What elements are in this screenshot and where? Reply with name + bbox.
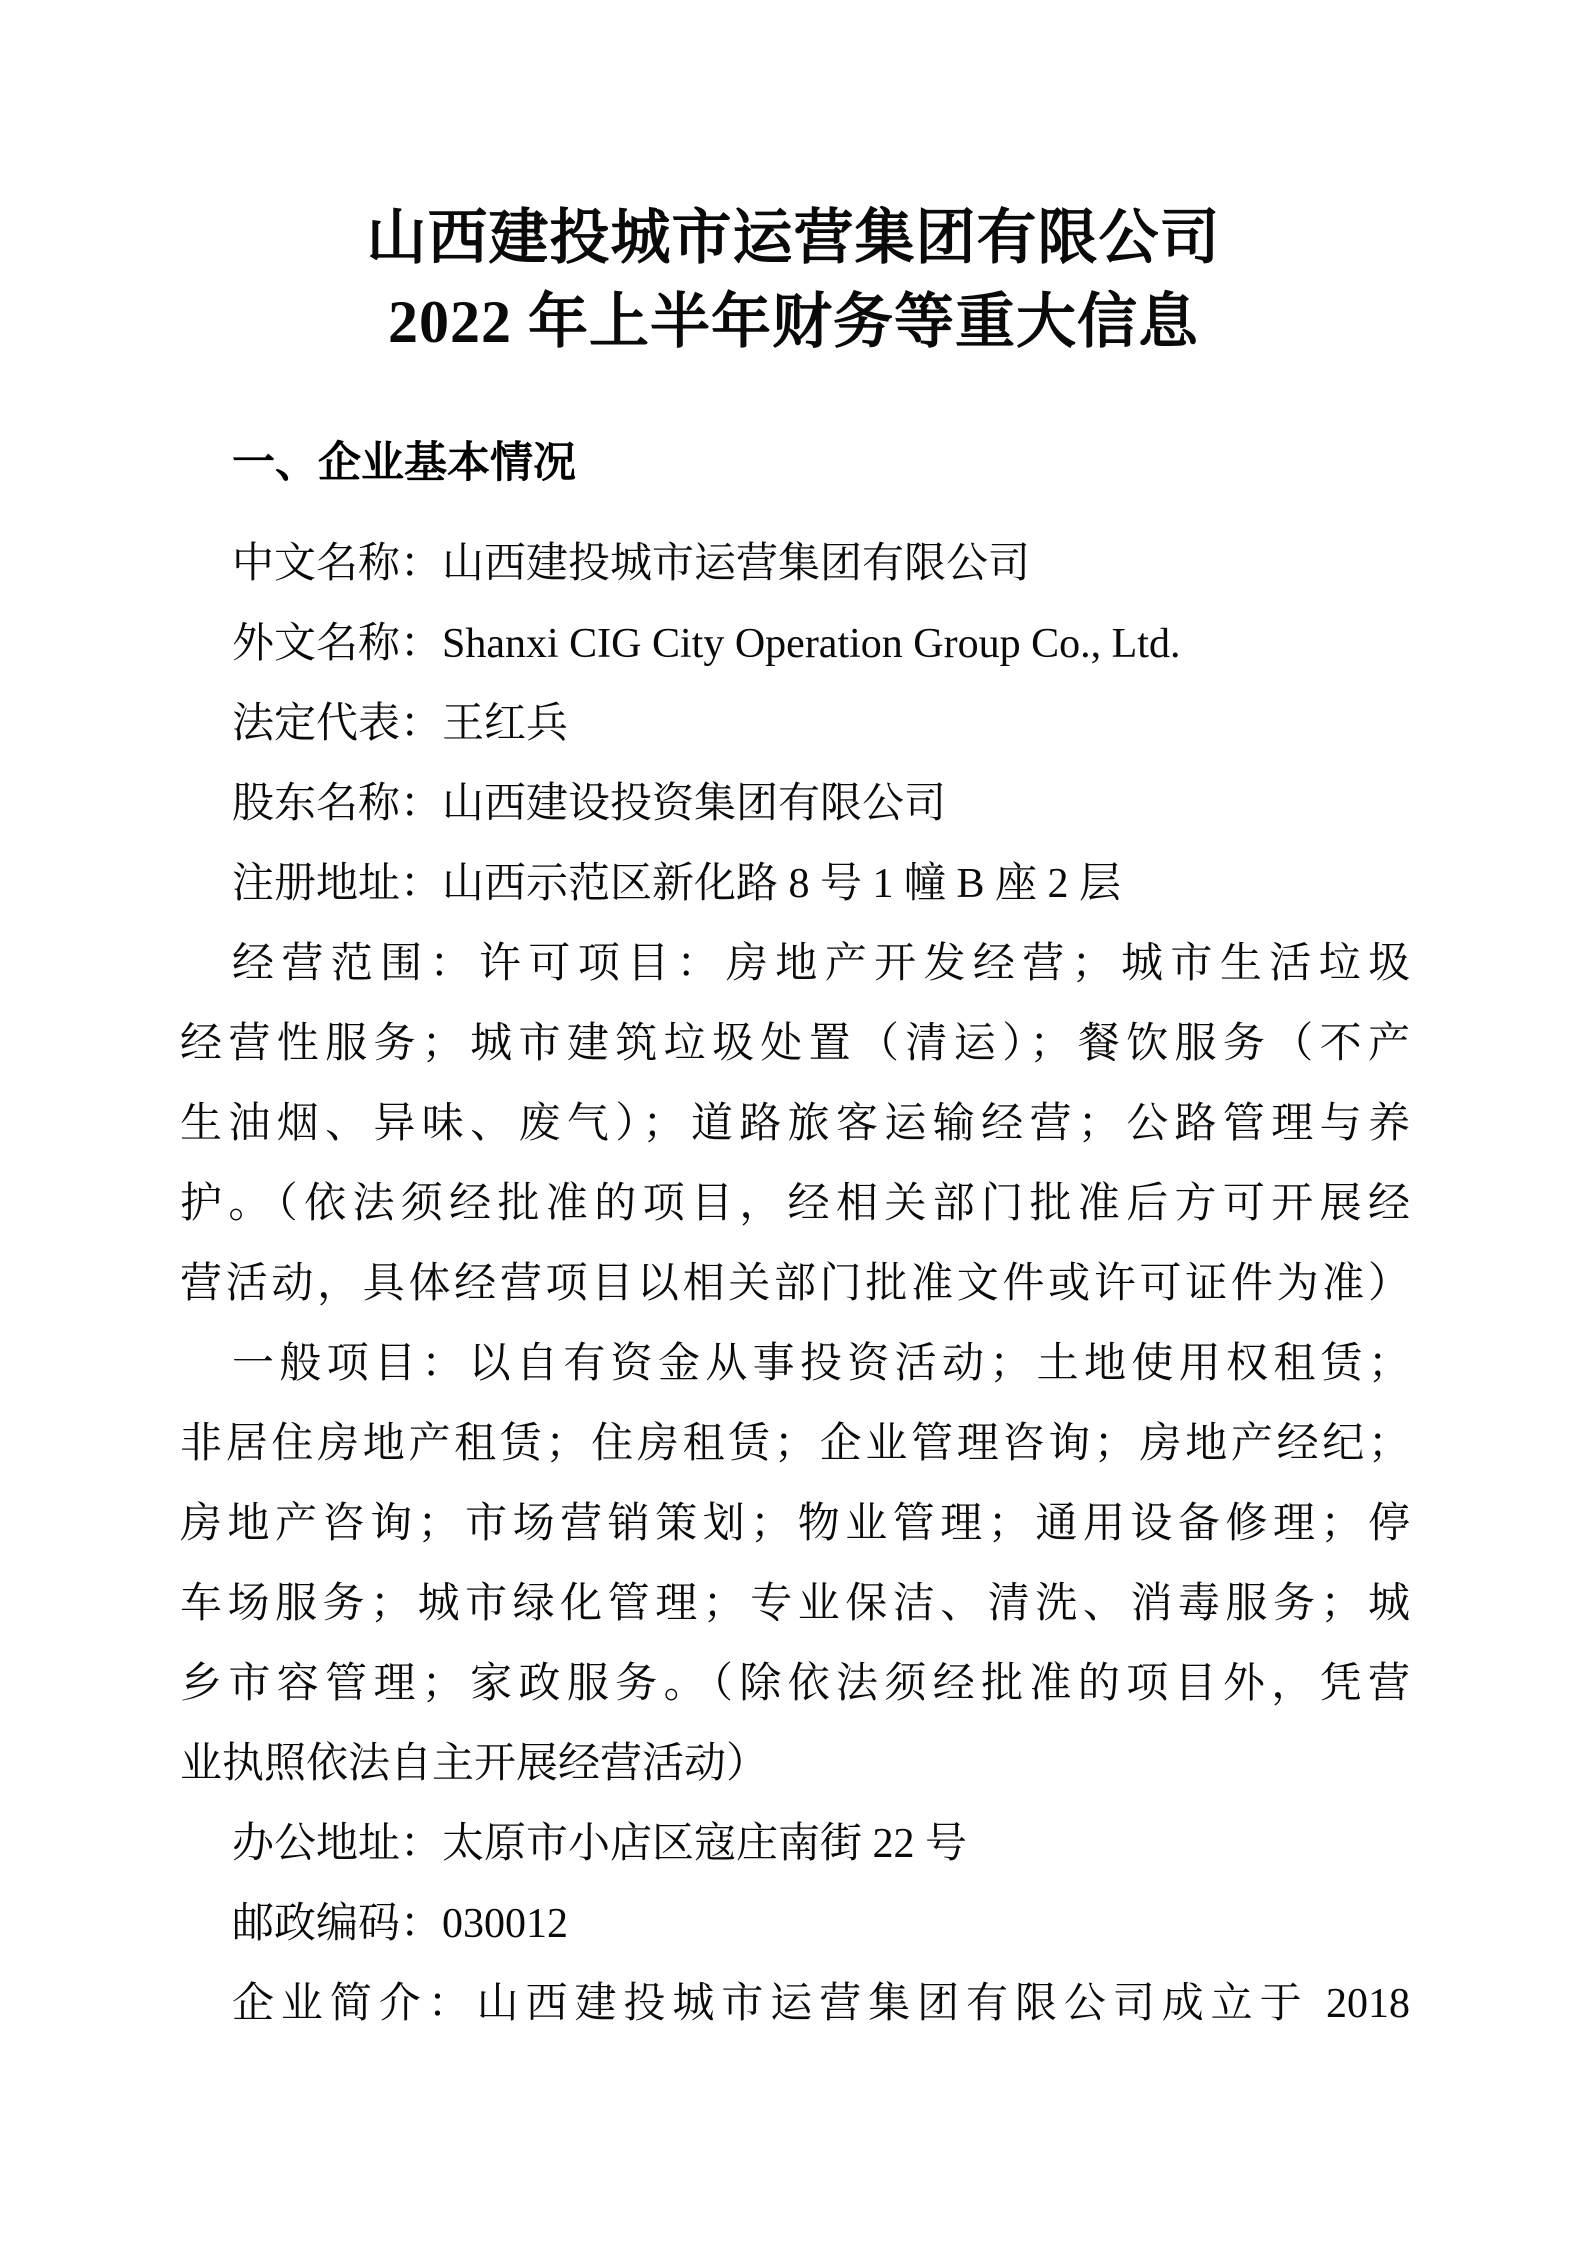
- document-body: [180, 524, 1410, 2044]
- doc-line: 营活动，具体经营项目以相关部门批准文件或许可证件为准）: [180, 1261, 1410, 1307]
- doc-line: 乡市容管理；家政服务。（除依法须经批准的项目外，凭营: [180, 1661, 1410, 1707]
- doc-line: 护。（依法须经批准的项目，经相关部门批准后方可开展经: [180, 1181, 1410, 1227]
- doc-line: 经营范围：许可项目：房地产开发经营；城市生活垃圾: [232, 941, 1410, 987]
- doc-title-line-1: 山西建投城市运营集团有限公司: [366, 205, 1221, 271]
- document-title: [0, 0, 1587, 364]
- doc-line: 企业简介：山西建投城市运营集团有限公司成立于 2018: [232, 1981, 1410, 2027]
- doc-title-line-2: 2022 年上半年财务等重大信息: [388, 289, 1199, 355]
- doc-line: 经营性服务；城市建筑垃圾处置（清运）；餐饮服务（不产: [180, 1021, 1410, 1067]
- doc-line: 一般项目：以自有资金从事投资活动；土地使用权租赁；: [232, 1341, 1410, 1387]
- doc-line: 外文名称：Shanxi CIG City Operation Group Co., Ltd.: [232, 621, 1181, 667]
- doc-line: 非居住房地产租赁；住房租赁；企业管理咨询；房地产经纪；: [180, 1421, 1410, 1467]
- doc-line: 注册地址：山西示范区新化路 8 号 1 幢 B 座 2 层: [232, 861, 1122, 907]
- doc-line: 股东名称：山西建设投资集团有限公司: [232, 781, 947, 827]
- section-heading: 一、企业基本情况: [232, 439, 576, 487]
- doc-line: 办公地址：太原市小店区寇庄南街 22 号: [232, 1821, 968, 1867]
- doc-line: 邮政编码：030012: [232, 1901, 569, 1947]
- doc-line: 生油烟、异味、废气）；道路旅客运输经营；公路管理与养: [180, 1101, 1410, 1147]
- doc-line: 法定代表：王红兵: [232, 701, 569, 747]
- doc-line: 业执照依法自主开展经营活动）: [180, 1741, 769, 1787]
- doc-line: 中文名称：山西建投城市运营集团有限公司: [232, 541, 1031, 587]
- doc-line: 房地产咨询；市场营销策划；物业管理；通用设备修理；停: [180, 1501, 1410, 1547]
- doc-line: 车场服务；城市绿化管理；专业保洁、清洗、消毒服务；城: [180, 1581, 1410, 1627]
